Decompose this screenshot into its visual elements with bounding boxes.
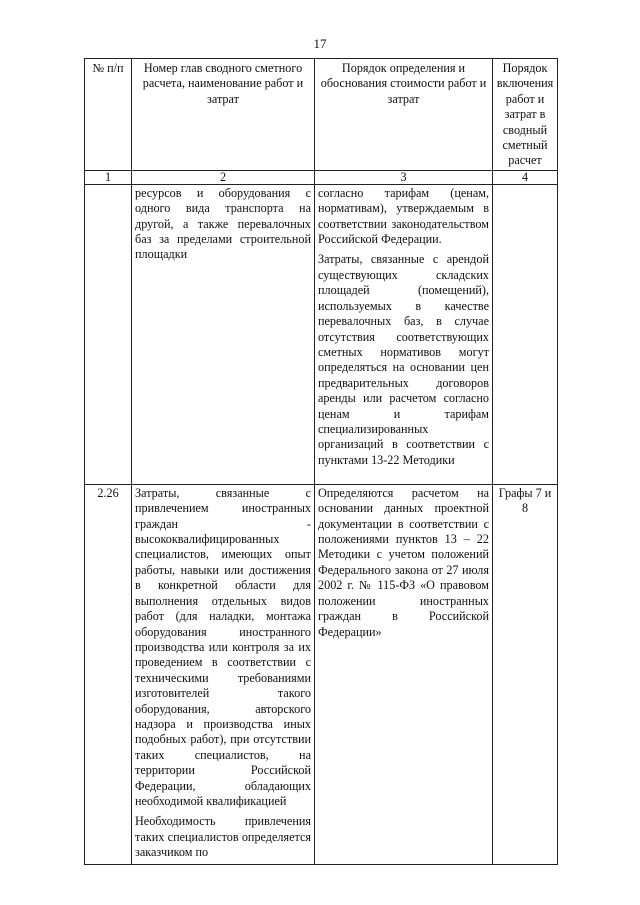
column-number: 1 [85, 170, 132, 184]
name-paragraph: Затраты, связанные с привлечением иностранных граждан - высококвалифицированных специалистов, имеющих опыт работы, навыки или достижения в конкретной области для выполнения отдельных видов работ (для наладки, монтажа оборудования иностранного производства или контроля за их проведением в соответствии с техническими требованиями изготовителей такого оборудования, авторского надзора и производства иных подобных работ), при отсутствии таких специалистов, на территории Российской Федерации, обладающих необходимой квалификацией [135, 485, 311, 808]
table-row [85, 184, 558, 484]
row-method [315, 484, 493, 864]
row-method [315, 184, 493, 484]
header-name: Номер глав сводного сметного расчета, наименование работ и затрат [132, 59, 315, 171]
row-num: 2.26 [85, 484, 132, 864]
table-header-row [85, 59, 558, 171]
header-num: № п/п [85, 59, 132, 171]
row-name: ресурсов и оборудования с одного вида транспорта на другой, а также перевалочных баз за пределами строительной площадки [132, 184, 315, 484]
header-inclusion: Порядок включения работ и затрат в сводный сметный расчет [493, 59, 558, 171]
column-number: 4 [493, 170, 558, 184]
row-inclusion [493, 184, 558, 484]
cost-table [84, 58, 558, 865]
row-num [85, 184, 132, 484]
row-inclusion: Графы 7 и 8 [493, 484, 558, 864]
method-paragraph: согласно тарифам (ценам, нормативам), утверждаемым в соответствии законодательством Российской Федерации. [318, 185, 489, 247]
column-number-row [85, 170, 558, 184]
name-paragraph: Необходимость привлечения таких специалистов определяется заказчиком по [135, 814, 311, 860]
method-paragraph: Определяются расчетом на основании данных проектной документации в соответствии с положениями пунктов 13 – 22 Методики с учетом положений Федерального закона от 27 июля 2002 г. № 115-ФЗ «О правовом положении иностранных граждан в Российской Федерации» [318, 485, 489, 639]
method-paragraph: Затраты, связанные с арендой существующих складских площадей (помещений), используемых в качестве перевалочных баз, в случае отсутствия соответствующих сметных нормативов могут определяться на основании цен предварительных договоров аренды или расчетом согласно ценам и тарифам специализированных организаций в соответствии с пунктами 13-22 Методики [318, 252, 489, 467]
column-number: 3 [315, 170, 493, 184]
table-row [85, 484, 558, 864]
header-method: Порядок определения и обоснования стоимости работ и затрат [315, 59, 493, 171]
column-number: 2 [132, 170, 315, 184]
page-number: 17 [313, 36, 327, 51]
row-name [132, 484, 315, 864]
